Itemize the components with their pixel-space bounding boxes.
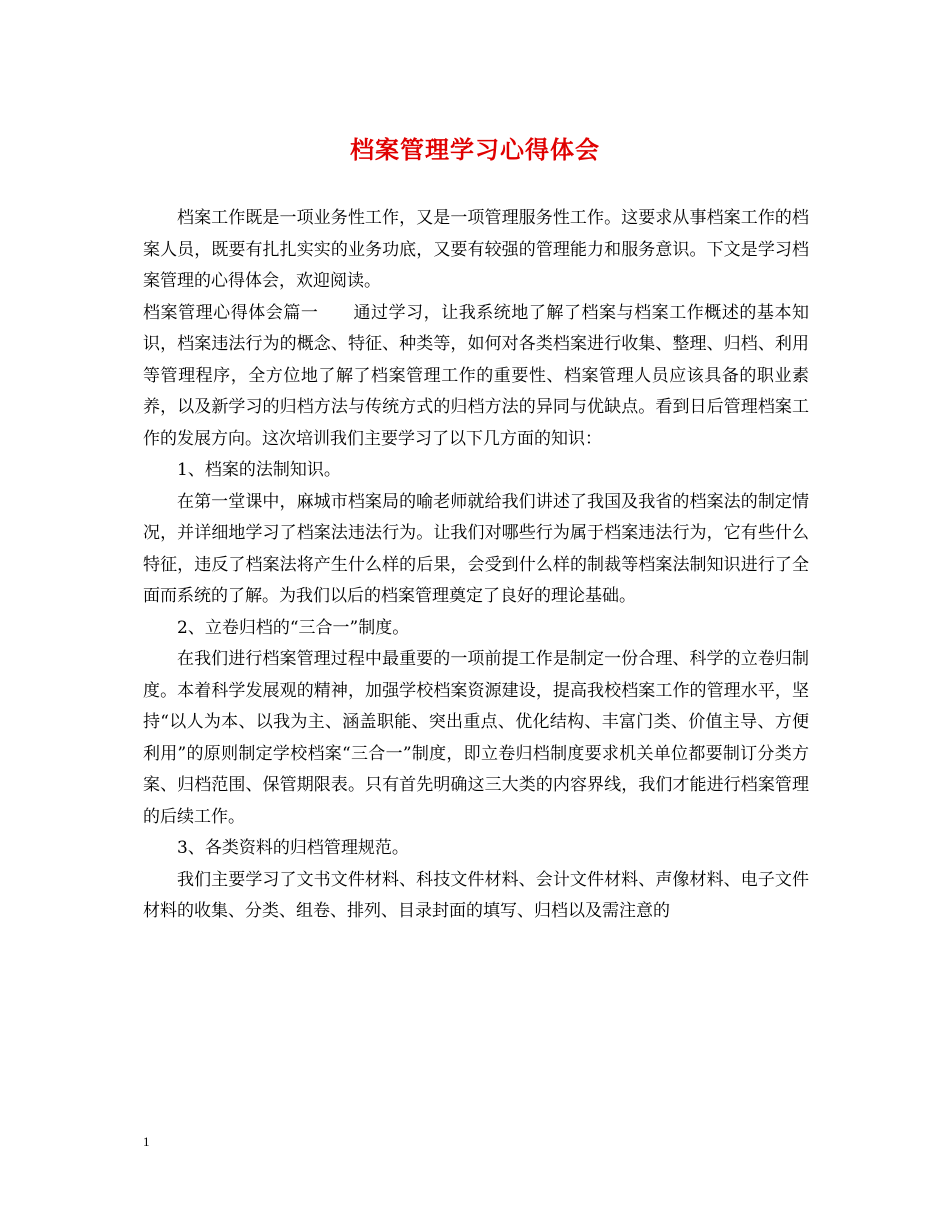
paragraph-three-in-one: 在我们进行档案管理过程中最重要的一项前提工作是制定一份合理、科学的立卷归制度。本着科学发展观的精神，加强学校档案资源建设，提高我校档案工作的管理水平，坚持“以人为本、以我为主、涵盖职能、突出重点、优化结构、丰富门类、价值主导、方便利用”的原则制定学校档案“三合一”制度，即立卷归档制度要求机关单位都要制订分类方案、归档范围、保管期限表。只有首先明确这三大类的内容界线，我们才能进行档案管理的后续工作。 (143, 649, 809, 827)
heading-archiving-norms: 3、各类资料的归档管理规范。 (177, 838, 409, 858)
paragraph-legal-knowledge: 在第一堂课中，麻城市档案局的喻老师就给我们讲述了我国及我省的档案法的制定情况，并详细地学习了档案法违法行为。让我们对哪些行为属于档案违法行为，它有些什么特征，违反了档案法将产生什么样的后果，会受到什么样的制裁等档案法制知识进行了全面而系统的了解。为我们以后的档案管理奠定了良好的理论基础。 (143, 491, 809, 606)
document-title: 档案管理学习心得体会 (350, 135, 600, 164)
heading-legal-knowledge: 1、档案的法制知识。 (177, 460, 341, 480)
page-number: 1 (143, 1134, 150, 1149)
paragraph-section-one: 档案管理心得体会篇一 通过学习，让我系统地了解了档案与档案工作概述的基本知识，档案违法行为的概念、特征、种类等，如何对各类档案进行收集、整理、归档、利用等管理程序，全方位地了解了档案管理工作的重要性、档案管理人员应该具备的职业素养，以及新学习的归档方法与传统方式的归档方法的异同与优缺点。看到日后管理档案工作的发展方向。这次培训我们主要学习了以下几方面的知识： (143, 302, 809, 449)
document-body (143, 203, 809, 928)
paragraph-intro: 档案工作既是一项业务性工作，又是一项管理服务性工作。这要求从事档案工作的档案人员，既要有扎扎实实的业务功底，又要有较强的管理能力和服务意识。下文是学习档案管理的心得体会，欢迎阅读。 (143, 208, 809, 291)
paragraph-archiving-norms: 我们主要学习了文书文件材料、科技文件材料、会计文件材料、声像材料、电子文件材料的收集、分类、组卷、排列、目录封面的填写、归档以及需注意的 (143, 869, 809, 921)
heading-three-in-one: 2、立卷归档的“三合一”制度。 (177, 617, 410, 638)
